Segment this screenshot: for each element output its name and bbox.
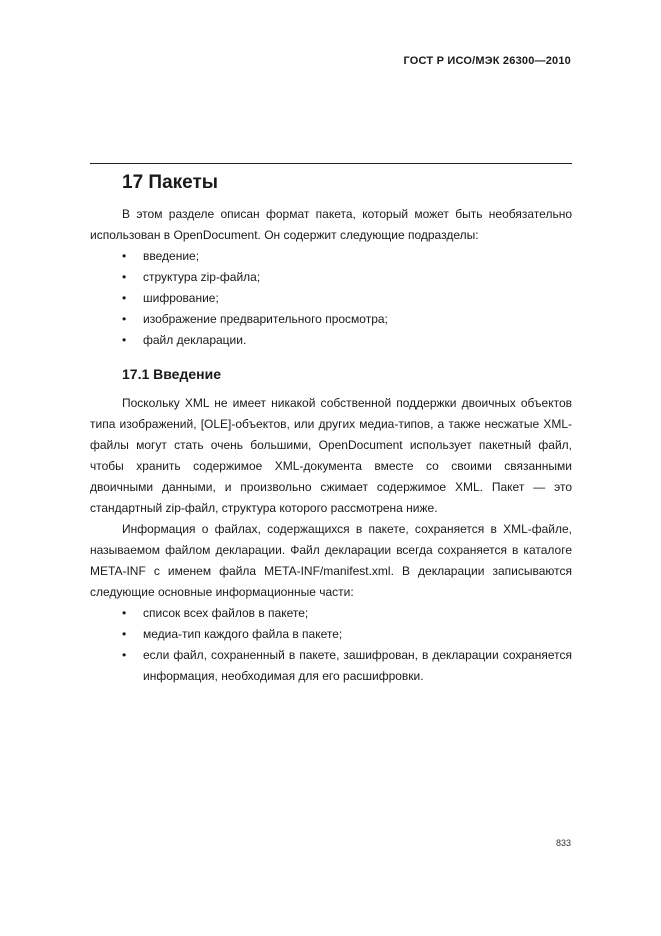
list-item-text: структура zip-файла; xyxy=(143,270,261,284)
section-intro-paragraph: В этом разделе описан формат пакета, который может быть необязательно использован в OpenDocument. Он содержит следующие подразделы: xyxy=(90,207,572,242)
subsection-paragraph-2: Информация о файлах, содержащихся в пакете, сохраняется в XML-файле, называемом файлом декларации. Файл декларации всегда сохраняется в каталоге META-INF с именем файла META-INF/manifest.xml. В декларации записываются следующие основные информационные части: xyxy=(90,522,572,599)
list-item-text: файл декларации. xyxy=(143,333,247,347)
list-item-text: шифрование; xyxy=(143,291,219,305)
list-item xyxy=(90,624,572,645)
list-item xyxy=(90,645,572,687)
subsection-paragraph-1: Поскольку XML не имеет никакой собственной поддержки двоичных объектов типа изображений, [OLE]-объектов, или других медиа-типов, а также несжатые XML-файлы могут стать очень большими, OpenDocument использует пакетный файл, чтобы хранить содержимое XML-документа вместе со своими связанными двоичными данными, и произвольно сжимает содержимое XML. Пакет — это стандартный zip-файл, структура которого рассмотрена ниже. xyxy=(90,396,572,515)
list-item xyxy=(90,309,572,330)
bullet-icon: • xyxy=(122,249,127,263)
bullet-icon: • xyxy=(122,312,127,326)
list-item-text: список всех файлов в пакете; xyxy=(143,606,309,620)
bullet-icon: • xyxy=(122,606,127,620)
manifest-contents-list xyxy=(90,603,572,687)
list-item-text: изображение предварительного просмотра; xyxy=(143,312,388,326)
section-title: 17 Пакеты xyxy=(122,172,218,193)
list-item xyxy=(90,246,572,267)
list-item-text: медиа-тип каждого файла в пакете; xyxy=(143,627,343,641)
section-subsections-list xyxy=(90,246,572,351)
list-item xyxy=(90,603,572,624)
section-body xyxy=(90,204,572,351)
subsection-title: 17.1 Введение xyxy=(122,366,221,382)
page-header-standard: ГОСТ Р ИСО/МЭК 26300—2010 xyxy=(403,55,571,67)
list-item xyxy=(90,267,572,288)
header-divider xyxy=(90,163,572,164)
bullet-icon: • xyxy=(122,627,127,641)
list-item xyxy=(90,288,572,309)
bullet-icon: • xyxy=(122,291,127,305)
bullet-icon: • xyxy=(122,333,127,347)
subsection-body xyxy=(90,393,572,687)
bullet-icon: • xyxy=(122,648,127,662)
bullet-icon: • xyxy=(122,270,127,284)
list-item-text: если файл, сохраненный в пакете, зашифрован, в декларации сохраняется информация, необходимая для его расшифровки. xyxy=(143,648,572,683)
list-item xyxy=(90,330,572,351)
list-item-text: введение; xyxy=(143,249,200,263)
page-number: 833 xyxy=(555,838,571,848)
